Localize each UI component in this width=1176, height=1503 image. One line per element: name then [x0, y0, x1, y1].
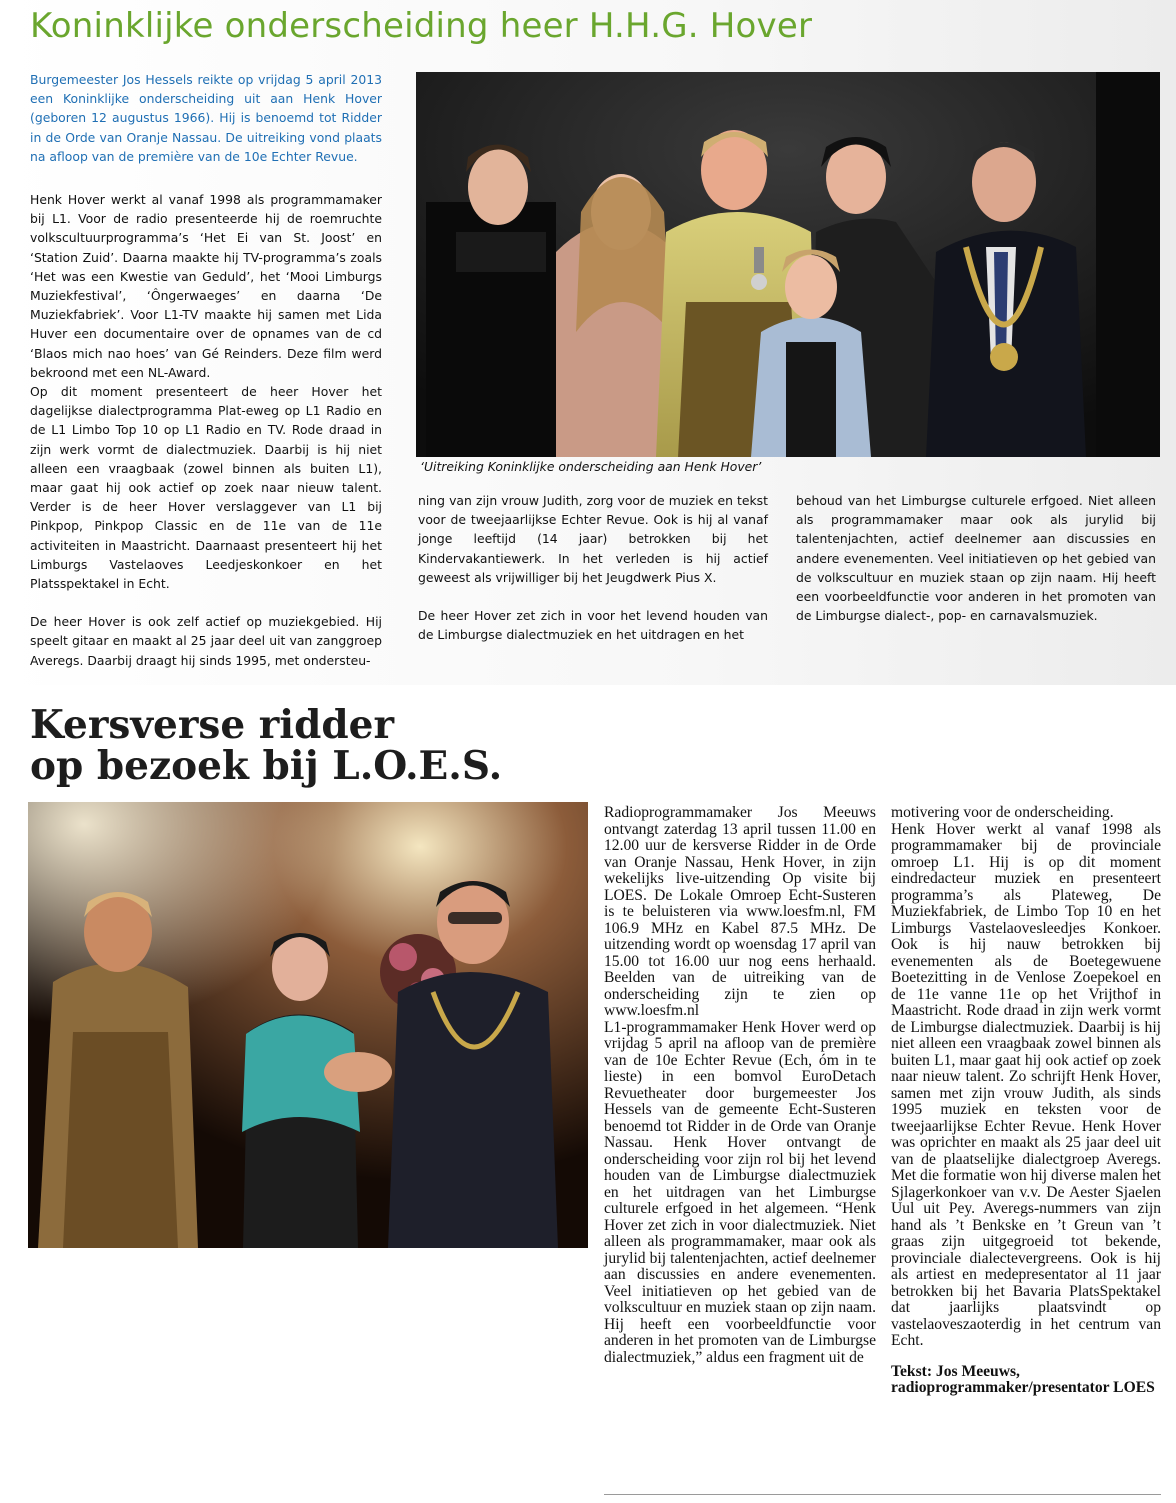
stage-handshake-photo [28, 802, 588, 1248]
award-group-photo [416, 72, 1160, 457]
article-2-paragraph: L1-programmamaker Henk Hover werd op vrijdag 5 april na afloop van de première van de 10e Echter Revue (Ech, óm in te lieste) in een bomvol EuroDetach Revuetheater door burgemeester Jos Hessels van de gemeente Echt-Susteren benoemd tot Ridder in de Orde van Oranje Nassau. Henk Hover ontvangt de onderscheiding voor zijn rol bij het levend houden van de Limburgse dialectmuziek en het uitdragen van het Limburgse culturele erfgoed in het algemeen. “Henk Hover zet zich in voor dialectmuziek. Niet alleen als programmamaker, maar ook als jurylid bij talentenjachten, actief deelnemer aan discussies en andere evenementen. Veel initiatieven op het gebied van de volkscultuur en muziek staan op zijn naam. Hij heeft een voorbeeldfunctie voor anderen in het promoten van de Limburgse dialectmuziek,” aldus een fragment uit de [604, 1018, 876, 1366]
article-2-paragraph: motivering voor de onderscheiding. [891, 804, 1114, 821]
article-1-paragraph: Henk Hover werkt al vanaf 1998 als programmamaker bij L1. Voor de radio presenteerde hij de roemruchte volkscultuurprogramma’s ‘Het Ei van St. Joost’ en ‘Station Zuid’. Daarna maakte hij TV-programma’s zoals ‘Het was een Kwestie van Geduld’, het ‘Mooi Limburgs Muziekfestival’, ‘Ôngerwaeges’ en daarna ‘De Muziekfabriek’. Voor L1-TV maakte hij samen met Lida Huver een documentaire over de opnames van de cd ‘Blaos mich nao hoes’ van Gé Reinders. Deze film werd bekroond met een NL-Award. [30, 192, 382, 380]
article-1-column-2 [418, 491, 768, 644]
photo-caption: ‘Uitreiking Koninklijke onderscheiding aan Henk Hover’ [420, 459, 762, 474]
article-1-title: Koninklijke onderscheiding heer H.H.G. Hover [30, 6, 813, 46]
article-2-byline: Tekst: Jos Meeuws, radioprogrammaker/presentator LOES [891, 1362, 1155, 1396]
article-1-column-1 [30, 190, 382, 670]
article-2-column-2 [891, 805, 1161, 1397]
award-group-photo-illustration [416, 72, 1160, 457]
article-1-intro: Burgemeester Jos Hessels reikte op vrijdag 5 april 2013 een Koninklijke onderscheiding uit aan Henk Hover (geboren 12 augustus 1966). Hij is benoemd tot Ridder in de Orde van Oranje Nassau. De uitreiking vond plaats na afloop van de première van de 10e Echter Revue. [30, 72, 382, 164]
article-1-paragraph: ning van zijn vrouw Judith, zorg voor de muziek en tekst voor de tweejaarlijkse Echter Revue. Ook is hij al vanaf jonge leeftijd (14 jaar) betrokken bij het Kindervakantiewerk. In het verleden is hij actief geweest als vrijwilliger bij het Jeugdwerk Pius X. [418, 493, 768, 585]
article-1-paragraph: Op dit moment presenteert de heer Hover het dagelijkse dialectprogramma Plat-eweg op L1 Radio en de L1 Limbo Top 10 op L1 Radio en TV. Rode draad in zijn werk vormt de dialectmuziek. Daarbij is hij niet alleen een vraagbaak (zowel binnen als buiten L1), maar gaat hij ook actief op zoek naar nieuw talent. Verder is de heer Hover verslaggever van L1 bij Pinkpop, Pinkpop Classic en de 11e van de 11e activiteiten in Maastricht. Daarnaast presenteert hij het Limburgs Vastelaoves Leedjeskonkoer en het Platsspektakel in Echt. [30, 384, 382, 592]
article-2-paragraph: Henk Hover werkt al vanaf 1998 als programmamaker bij de provinciale omroep L1. Hij is op dit moment eindredacteur muziek en presenteert programma’s als Plateweg, De Muziekfabriek, de Limbo Top 10 en het Limburgs Vastelaovesleedjes Konkoer. Ook is hij nauw betrokken bij evenementen als de Boetegewuene Boetezitting in de Venlose Zoepekoel en de 11e vanne 11e op het Vrijthof in Maastricht. Rode draad in zijn werk vormt de Limburgse dialectmuziek. Daarbij is hij niet alleen een vraagbaak zowel binnen als buiten L1, maar gaat hij ook actief op zoek naar nieuw talent. Zo schrijft Henk Hover, samen met zijn vrouw Judith, als sinds 1995 muziek en teksten voor de tweejaarlijkse Echter Revue. Henk Hover was oprichter en maakt als 25 jaar deel uit van de plaatselijke dialectgroep Averegs. Met die formatie won hij diverse malen het Sjlagerkonkoer van v.v. De Aester Sjaelen Uul uit Pey. Averegs-nummers van zijn hand als ’t Benkske en ’t Greun van ’t graas zijn uitgegroeid tot bekende, provinciale dialectevergreens. Ook is hij als artiest en medepresentator al 11 jaar betrokken bij het Bavaria PlatsSpektakel dat jaarlijks plaatsvindt op vastelaoveszaoterdig in het centrum van Echt. [891, 820, 1161, 1349]
article-2-title-line-1: Kersverse ridder [30, 702, 394, 748]
article-1-column-3 [796, 491, 1156, 625]
article-1-paragraph: De heer Hover zet zich in voor het levend houden van de Limburgse dialectmuziek en het uitdragen en het [418, 608, 768, 643]
article-2-title [30, 702, 503, 789]
article-2-title-line-2: op bezoek bij L.O.E.S. [30, 743, 503, 789]
article-1-paragraph: De heer Hover is ook zelf actief op muziekgebied. Hij speelt gitaar en maakt al 25 jaar deel uit van zanggroep Averegs. Daarbij draagt hij sinds 1995, met ondersteu- [30, 614, 382, 668]
article-1-paragraph: behoud van het Limburgse culturele erfgoed. Niet alleen als programmamaker maar ook als jurylid bij talentenjachten, actief deelnemer aan discussies en andere evenementen. Veel initiatieven op het gebied van de volkscultuur en muziek staan op zijn naam. Hij heeft een voorbeeldfunctie voor anderen in het promoten van de Limburgse dialect-, pop- en carnavalsmuziek. [796, 493, 1156, 624]
stage-handshake-photo-illustration [28, 802, 588, 1248]
article-2-column-1 [604, 805, 876, 1366]
bottom-divider [604, 1494, 1161, 1495]
article-2-paragraph: Radioprogrammamaker Jos Meeuws ontvangt zaterdag 13 april tussen 11.00 en 12.00 uur de kersverse Ridder in de Orde van Oranje Nassau, Henk Hover, in zijn wekelijks live-uitzending Op visite bij LOES. De Lokale Omroep Echt-Susteren is te beluisteren via www.loesfm.nl, FM 106.9 MHz en Kabel 87.5 MHz. De uitzending wordt op woensdag 17 april van 15.00 tot 16.00 uur nog eens herhaald. Beelden van de uitreiking van de onderscheiding zijn te zien op www.loesfm.nl [604, 804, 876, 1019]
